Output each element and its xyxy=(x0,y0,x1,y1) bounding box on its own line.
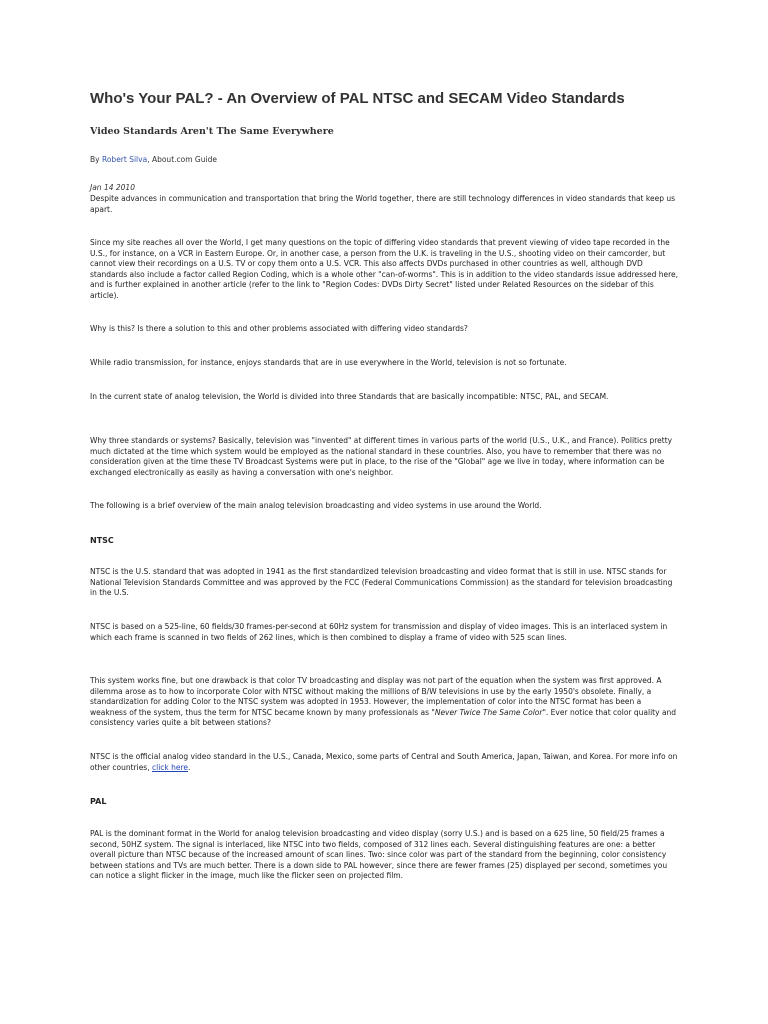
byline-suffix: , About.com Guide xyxy=(147,155,217,164)
paragraph-4: In the current state of analog television, the World is divided into three Standards that are basically incompatible: NTSC, PAL, and SECAM. xyxy=(90,392,609,401)
paragraph-5: Why three standards or systems? Basically, television was "invented" at different times in various parts of the world (U.S., U.K., and France). Politics pretty much dictated at the time which system would be employed as the national standard in these countries. Also, you have to remember that there was no consideration given at the time these TV Broadcast Systems were put in place, to the rise of the "Global" age we live in today, where information can be exchanged electronically as easily as having a conversation with one's neighbor. xyxy=(90,436,673,477)
ntsc-paragraph-4 xyxy=(90,752,680,773)
paragraph-6: The following is a brief overview of the main analog television broadcasting and video systems in use around the World. xyxy=(90,501,542,510)
ntsc-paragraph-1: NTSC is the U.S. standard that was adopted in 1941 as the first standardized television broadcasting and video format that is still in use. NTSC stands for National Television Standards Committee and was approved by the FCC (Federal Communications Commission) as the standard for television broadcasting in the U.S. xyxy=(90,567,673,597)
ntsc-paragraph-2: NTSC is based on a 525-line, 60 fields/30 frames-per-second at 60Hz system for transmission and display of video images. This is an interlaced system in which each frame is scanned in two fields of 262 lines, which is then combined to display a frame of video with 525 scan lines. xyxy=(90,622,668,642)
ntsc-heading: NTSC xyxy=(90,536,114,545)
intro-paragraph: Despite advances in communication and transportation that bring the World together, there are still technology differences in video standards that keep us apart. xyxy=(90,194,675,214)
ntsc-paragraph-3 xyxy=(90,676,680,729)
byline xyxy=(90,155,217,165)
paragraph-2: Why is this? Is there a solution to this and other problems associated with differing video standards? xyxy=(90,324,468,333)
article-subtitle: Video Standards Aren't The Same Everywhere xyxy=(90,126,334,137)
ntsc-p3-text-b: ". Ever notice that color quality and consistency varies quite a bit between stations? xyxy=(90,707,677,727)
pal-heading: PAL xyxy=(90,797,107,806)
ntsc-p3-emphasis: Never Twice The Same Color xyxy=(434,707,543,717)
article-date: Jan 14 2010 xyxy=(90,183,135,192)
click-here-link[interactable]: click here xyxy=(151,762,189,772)
paragraph-3: While radio transmission, for instance, enjoys standards that are in use everywhere in the World, television is not so fortunate. xyxy=(90,358,567,367)
ntsc-p4-text-b: . xyxy=(188,762,191,772)
author-link[interactable]: Robert Silva xyxy=(101,155,148,164)
ntsc-p3-text-a: This system works fine, but one drawback is that color TV broadcasting and display was not part of the equation when the system was first approved. A dilemma arose as to how to incorporate Color with NTSC without making the millions of B/W televisions in use by the early 1950's obsolete. Finally, a standardization for adding Color to the NTSC system was adopted in 1953. However, the implementation of color into the NTSC format has been a weakness of the system, thus the term for NTSC became known by many professionals as " xyxy=(90,676,662,717)
ntsc-p4-text-a: NTSC is the official analog video standard in the U.S., Canada, Mexico, some parts of Central and South America, Japan, Taiwan, and Korea. For more info on other countries, xyxy=(90,752,678,772)
pal-paragraph-1: PAL is the dominant format in the World for analog television broadcasting and video display (sorry U.S.) and is based on a 625 line, 50 field/25 frames a second, 50HZ system. The signal is interlaced, like NTSC into two fields, composed of 312 lines each. Several distinguishing features are one: a better overall picture than NTSC because of the increased amount of scan lines. Two: since color was part of the standard from the beginning, color consistency between stations and TVs are much better. There is a down side to PAL however, since there are fewer frames (25) displayed per second, sometimes you can notice a slight flicker in the image, much like the flicker seen on projected film. xyxy=(90,829,668,880)
byline-prefix: By xyxy=(90,155,102,164)
paragraph-1: Since my site reaches all over the World, I get many questions on the topic of differing video standards that prevent viewing of video tape recorded in the U.S., for instance, on a VCR in Eastern Europe. Or, in another case, a person from the U.K. is traveling in the U.S., shooting video on their camcorder, but cannot view their recordings on a U.S. TV or copy them onto a U.S. VCR. This also affects DVDs purchased in other countries as well, although DVD standards also include a factor called Region Coding, which is a whole other "can-of-worms". This is in addition to the video standards issue addressed here, and is further explained in another article (refer to the link to "Region Codes: DVDs Dirty Secret" listed under Related Resources on the sidebar of this article). xyxy=(90,238,679,300)
article-title: Who's Your PAL? - An Overview of PAL NTSC and SECAM Video Standards xyxy=(90,90,625,107)
